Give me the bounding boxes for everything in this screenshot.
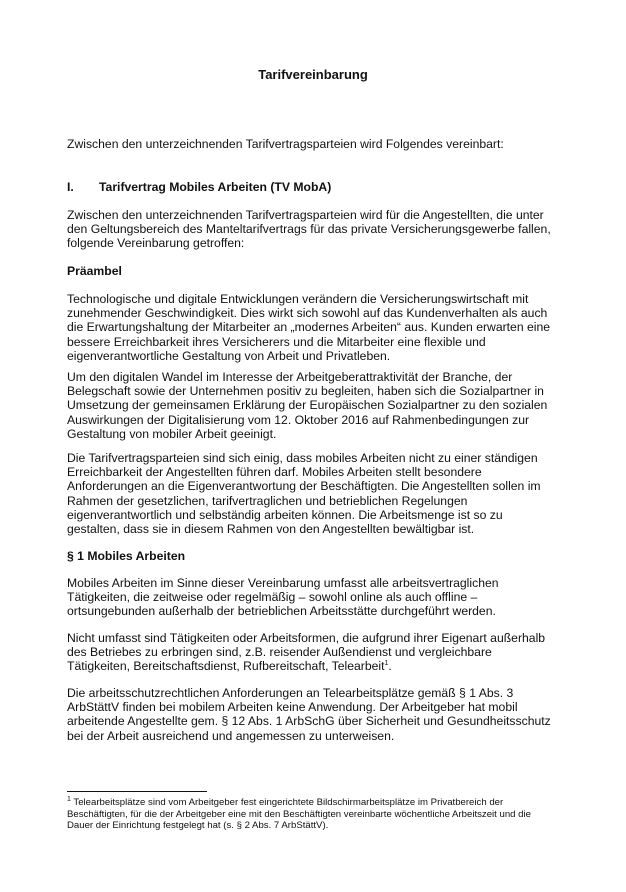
section-heading <box>67 180 331 194</box>
footnote-separator <box>67 791 207 792</box>
footnote-text: Telearbeitsplätze sind vom Arbeitgeber fest eingerichtete Bildschirmarbeitsplätze im Privatbereich der Beschäftigten, für die der Arbeitgeber eine mit den Beschäftigten vereinbarte wöchentliche Arbeitszeit und die Dauer der Einrichtung festgelegt hat (s. § 2 Abs. 7 ArbStättV). <box>67 797 531 832</box>
paragraph-1-text-2 <box>67 631 557 674</box>
footnote-reference[interactable]: 1 <box>384 660 389 668</box>
section-number: I. <box>67 180 74 194</box>
preamble-paragraph-3: Die Tarifvertragsparteien sind sich einig, dass mobiles Arbeiten nicht zu einer ständigen Erreichbarkeit der Angestellten führen darf. Mobiles Arbeiten stellt besondere Anforderungen an die Eigenverantwortung der Beschäftigten. Die Angestellten sollen im Rahmen der gesetzlichen, tarifvertraglichen und betrieblichen Regelungen eigenverantwortlich und selbständig arbeiten können. Die Arbeitsmenge ist so zu gestalten, dass sie in diesem Rahmen von den Angestellten bewältigbar ist. <box>67 451 541 537</box>
paragraph-1-text-2-end: . <box>388 659 392 674</box>
preamble-paragraph-1: Technologische und digitale Entwicklungen verändern die Versicherungswirtschaft mit zunehmender Geschwindigkeit. Dies wirkt sich sowohl auf das Kundenverhalten als auch die Erwartungshaltung der Mitarbeiter an „modernes Arbeiten“ aus. Kunden erwarten eine bessere Erreichbarkeit ihres Versicherers und die Mitarbeiter eine flexible und eigenverantwortliche Gestaltung von Arbeit und Privatleben. <box>67 292 551 363</box>
footnote-number: 1 <box>67 795 71 803</box>
document-title: Tarifvereinbarung <box>258 67 368 82</box>
paragraph-1-heading: § 1 Mobiles Arbeiten <box>67 549 186 563</box>
section-title: Tarifvertrag Mobiles Arbeiten (TV MobA) <box>99 180 332 194</box>
section-intro-paragraph: Zwischen den unterzeichnenden Tarifvertragsparteien wird für die Angestellten, die unter den Geltungsbereich des Manteltarifvertrags für das private Versicherungsgewerbe fallen, folgende Vereinbarung getroffen: <box>67 208 551 251</box>
intro-paragraph: Zwischen den unterzeichnenden Tarifvertragsparteien wird Folgendes vereinbart: <box>67 137 504 151</box>
paragraph-1-text-2-body: Nicht umfasst sind Tätigkeiten oder Arbeitsformen, die aufgrund ihrer Eigenart außerhalb des Betriebes zu erbringen sind, z.B. reisender Außendienst und vergleichbare Tätigkeiten, Bereitschaftsdienst, Rufbereitschaft, Telearbeit <box>67 631 546 674</box>
paragraph-1-text-3: Die arbeitsschutzrechtlichen Anforderungen an Telearbeitsplätze gemäß § 1 Abs. 3 ArbStättV finden bei mobilem Arbeiten keine Anwendung. Der Arbeitgeber hat mobil arbeitende Angestellte gem. § 12 Abs. 1 ArbSchG über Sicherheit und Gesundheitsschutz bei der Arbeit ausreichend und angemessen zu unterweisen. <box>67 686 551 743</box>
footnote <box>67 797 557 832</box>
preamble-heading: Präambel <box>67 264 122 278</box>
paragraph-1-text-1: Mobiles Arbeiten im Sinne dieser Vereinbarung umfasst alle arbeitsvertraglichen Tätigkeiten, die zeitweise oder regelmäßig – sowohl online als auch offline – ortsungebunden außerhalb der betrieblichen Arbeitsstätte durchgeführt werden. <box>67 576 499 619</box>
preamble-paragraph-2: Um den digitalen Wandel im Interesse der Arbeitgeberattraktivität der Branche, der Belegschaft sowie der Unternehmen positiv zu begleiten, haben sich die Sozialpartner in Umsetzung der gemeinsamen Erklärung der Europäischen Sozialpartner zu den sozialen Auswirkungen der Digitalisierung vom 12. Oktober 2016 auf Rahmenbedingungen zur Gestaltung von mobiler Arbeit geeinigt. <box>67 370 548 441</box>
